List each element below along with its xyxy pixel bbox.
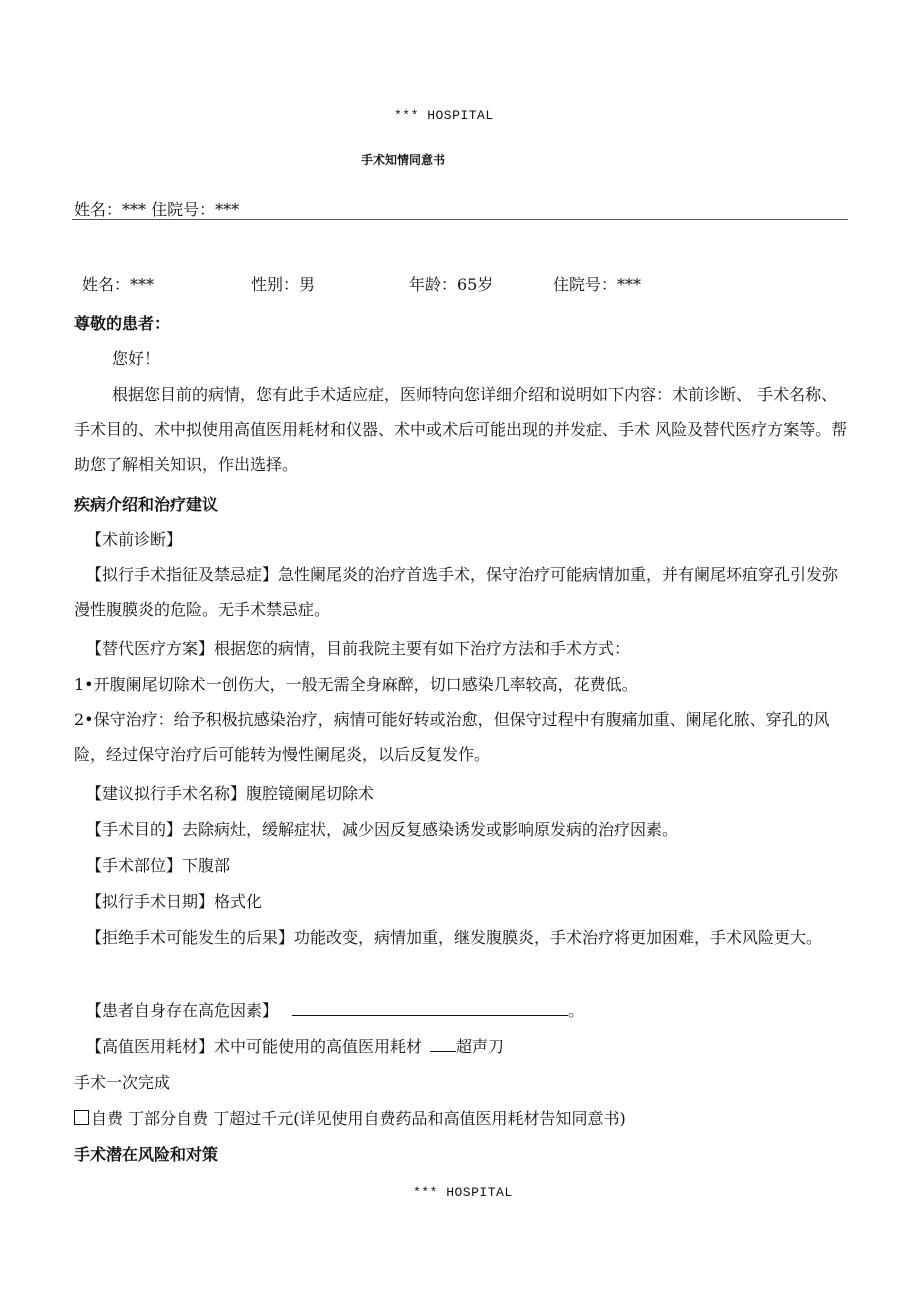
self-pay-label: 自费 [91,1109,124,1128]
patient-name: 姓名：*** [82,275,155,294]
consumables-blank[interactable] [430,1033,456,1052]
indication-label: 【拟行手术指征及禁忌症】 [86,565,279,584]
surgery-date-value: 格式化 [214,892,263,911]
surgery-date-label: 【拟行手术日期】 [86,892,215,911]
refuse-consequence-label: 【拒绝手术可能发生的后果】 [86,928,295,947]
patient-age: 年龄：65岁 [409,275,494,294]
high-risk-blank[interactable] [292,997,568,1016]
alternative-label: 【替代医疗方案】 [86,639,215,658]
consumables-label: 【高值医用耗材】 [86,1037,215,1056]
high-risk-row [74,993,850,1028]
surgery-purpose-row [74,812,850,847]
payment-options [74,1101,850,1136]
salutation: 尊敬的患者： [74,314,171,333]
refuse-consequence-text: 功能改变，病情加重，继发腹膜炎，手术治疗将更加困难，手术风险更大。 [294,928,823,947]
surgery-purpose-value: 去除病灶，缓解症状，减少因反复感染诱发或影响原发病的治疗因素。 [182,820,679,839]
partial-pay-label: 丁部分自费 [128,1109,209,1128]
pre-diagnosis-label: 【术前诊断】 [86,530,183,549]
surgery-name-value: 腹腔镜阑尾切除术 [246,784,375,803]
consumables-text: 术中可能使用的高值医用耗材 [214,1037,423,1056]
refuse-consequence-paragraph [74,920,850,955]
surgery-site-row [74,848,850,883]
footer-hospital: *** HOSPITAL [413,1185,513,1200]
header-hospital: *** HOSPITAL [394,108,494,123]
greeting-hello: 您好！ [112,349,161,368]
high-risk-label: 【患者自身存在高危因素】 [86,1001,279,1020]
intro-paragraph: 根据您目前的病情，您有此手术适应症，医师特向您详细介绍和说明如下内容：术前诊断、 手术名称、手术目的、术中拟使用高值医用耗材和仪器、术中或术后可能出现的并发症、手术 风险及替代医疗方案等。帮助您了解相关知识，作出选择。 [74,385,848,474]
indication-text: 急性阑尾炎的治疗首选手术，保守治疗可能病情加重，并有阑尾坏疽穿孔引发弥漫性腹膜炎的危险。无手术禁忌症。 [74,565,839,619]
alternative-paragraph [74,631,850,666]
over-thousand-label: 丁超过千元(详见使用自费药品和高值医用耗材告知同意书) [213,1109,626,1128]
surgery-name-row [74,776,850,811]
header-divider [72,219,848,220]
alternative-text: 根据您的病情，目前我院主要有如下治疗方法和手术方式： [214,639,631,658]
surgery-complete: 手术一次完成 [74,1073,171,1092]
consumables-row [74,1029,850,1064]
section-heading-disease: 疾病介绍和治疗建议 [74,495,219,514]
section-heading-risk: 手术潜在风险和对策 [74,1145,219,1164]
indication-paragraph [74,557,850,627]
high-risk-end: 。 [568,1001,585,1020]
surgery-purpose-label: 【手术目的】 [86,820,183,839]
surgery-site-label: 【手术部位】 [86,856,183,875]
patient-admission-number: 住院号：*** [553,275,642,294]
consumables-value: 超声刀 [456,1037,505,1056]
surgery-date-row [74,884,850,919]
document-title: 手术知情同意书 [361,153,446,167]
self-pay-checkbox[interactable] [74,1110,89,1125]
alternative-item-2: 2•保守治疗：给予积极抗感染治疗，病情可能好转或治愈，但保守过程中有腹痛加重、阑尾化脓、穿孔的风险，经过保守治疗后可能转为慢性阑尾炎，以后反复发作。 [74,710,830,764]
patient-gender: 性别：男 [251,275,316,294]
alternative-item-1: 1•开腹阑尾切除术一创伤大，一般无需全身麻醉，切口感染几率较高，花费低。 [74,675,638,694]
surgery-name-label: 【建议拟行手术名称】 [86,784,247,803]
surgery-site-value: 下腹部 [182,856,231,875]
header-patient-line: 姓名：*** 住院号：*** [74,200,240,219]
